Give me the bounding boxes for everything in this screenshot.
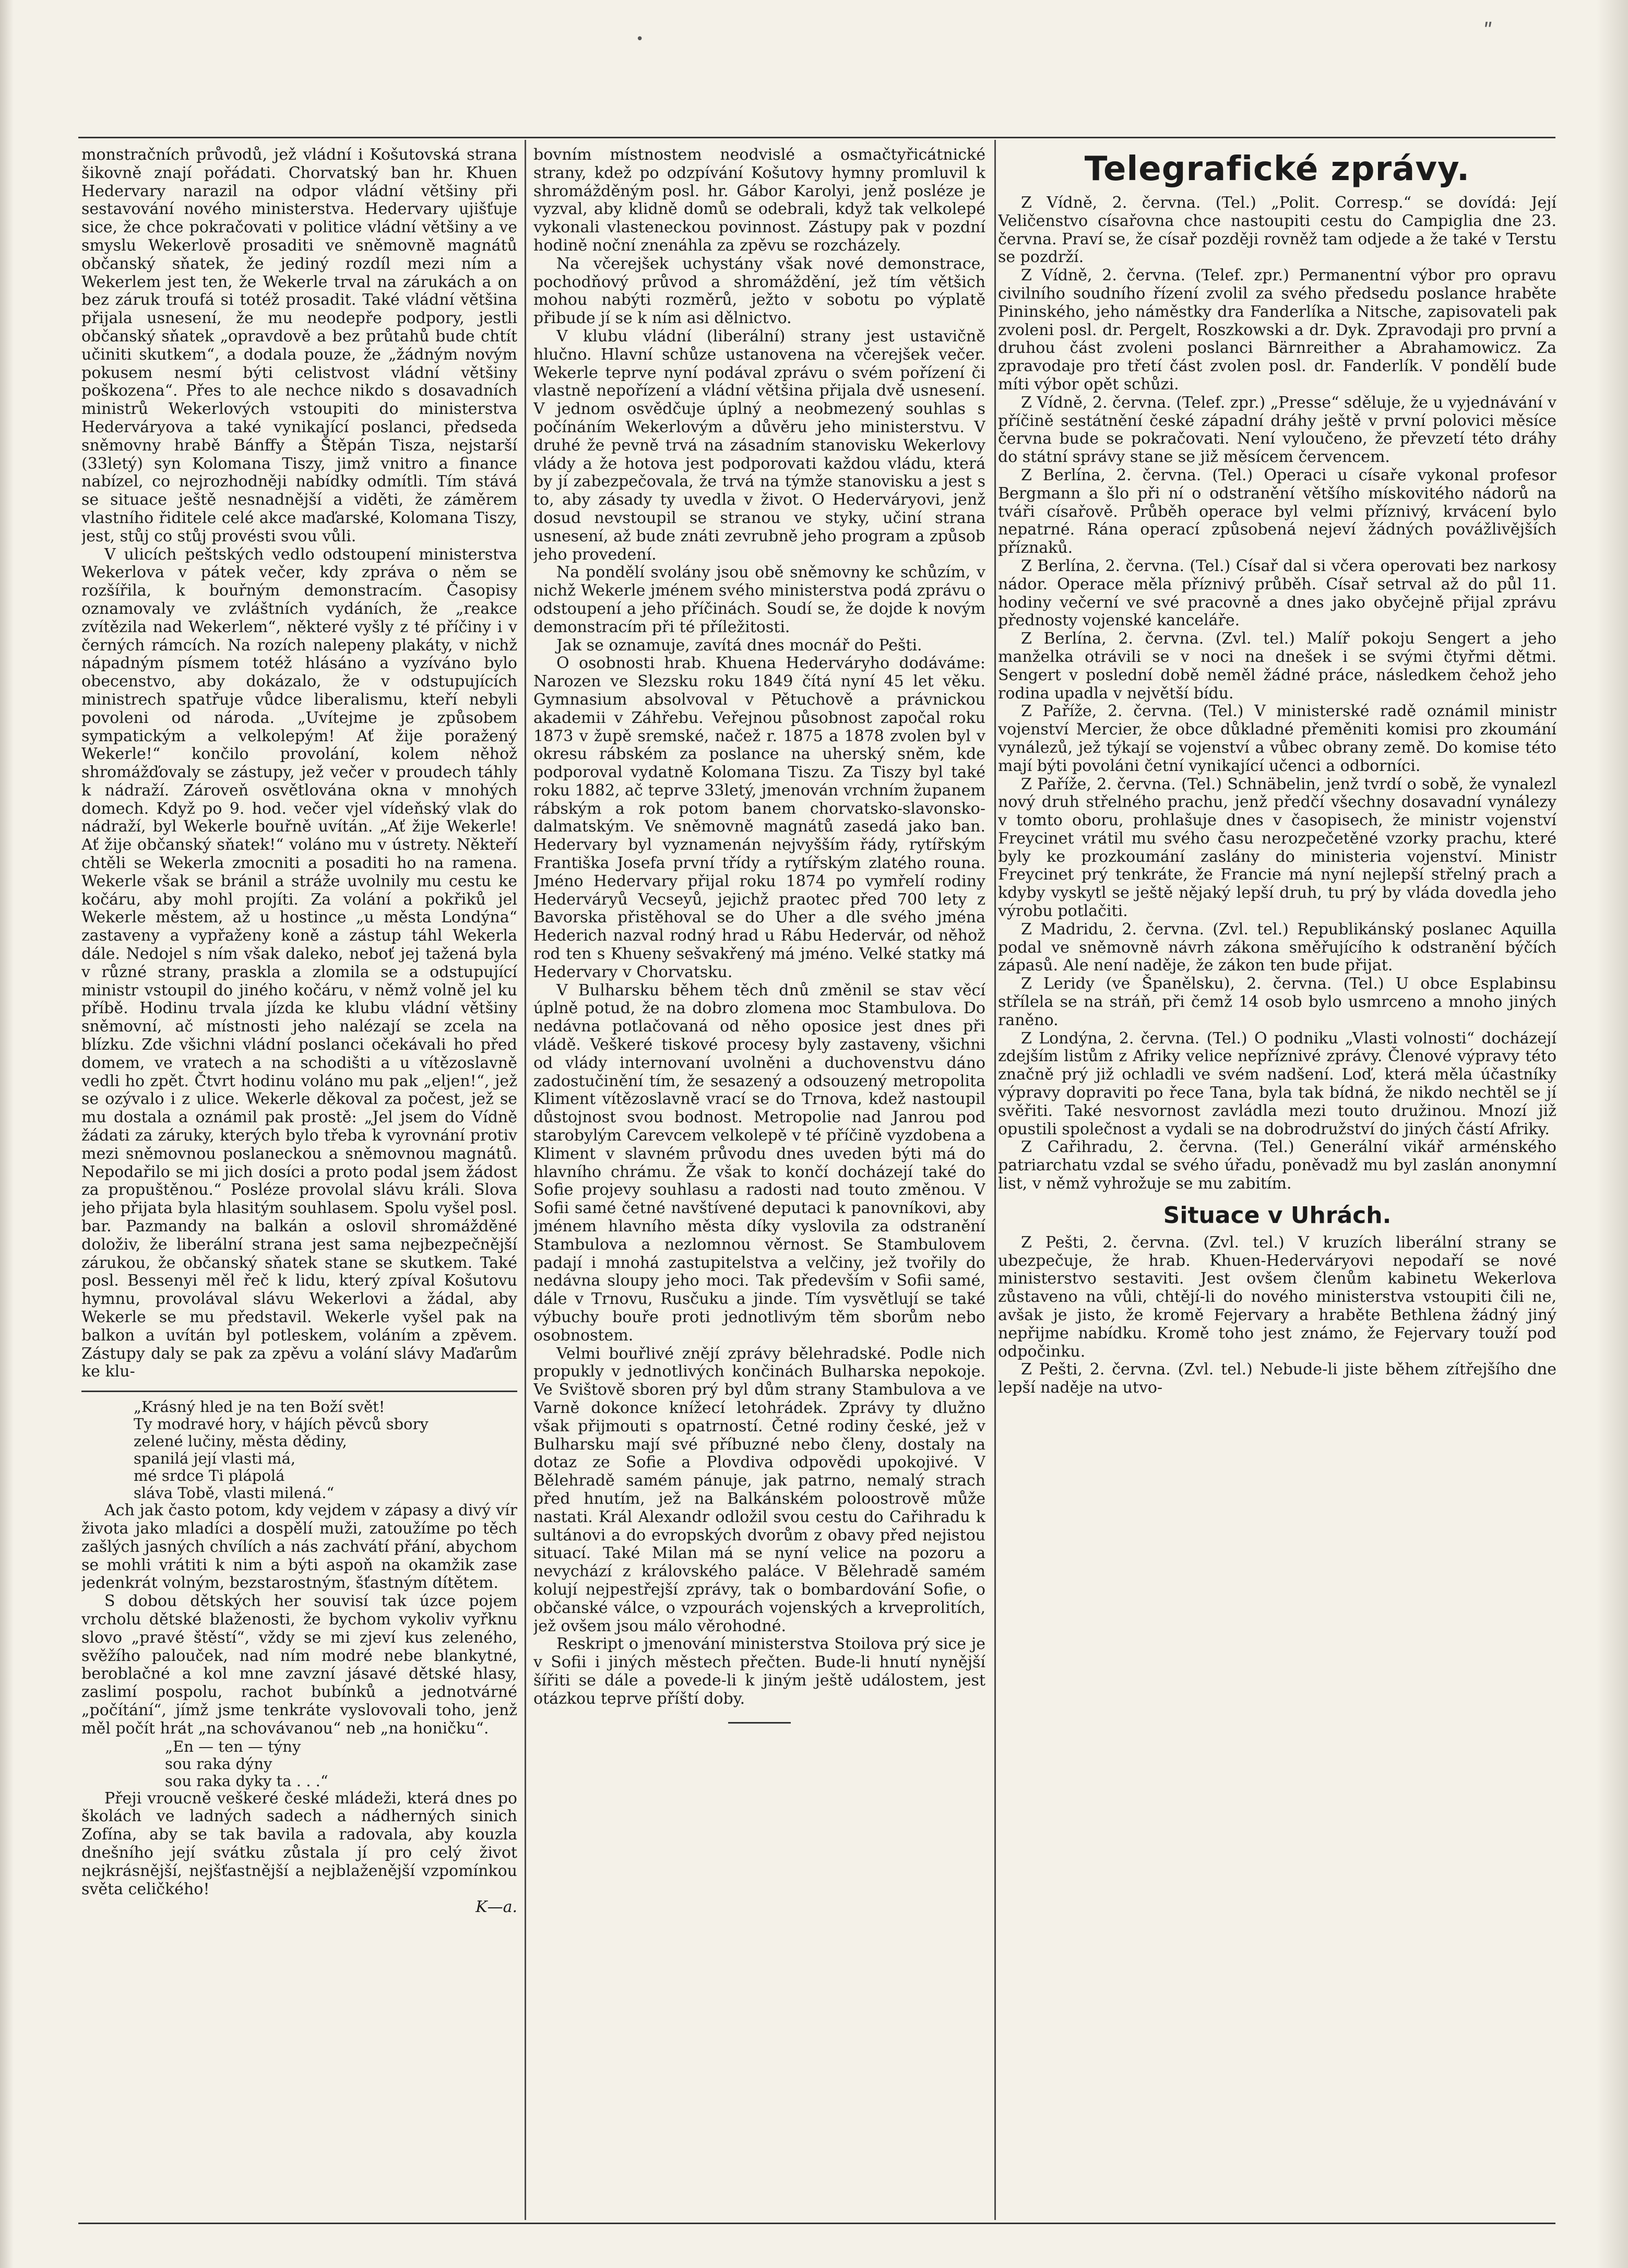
column-divider xyxy=(525,140,526,2220)
poem-line: spanilá její vlasti má, xyxy=(134,1450,296,1468)
closing-paragraph: Přeji vroucně veškeré české mládeži, která dnes po školách ve ladných sadech a nádherných sinich Zofína, aby se tak bavila a radovala, aby kouzla dnešního její svátku zůstala jí pro celý život nejkrásnější, nejšťastnější a nejblaženější vzpomínkou světa celičkého! xyxy=(81,1789,517,1898)
page-edge-left xyxy=(0,0,14,2268)
chant xyxy=(81,1738,517,1790)
telegram-item: Z Paříže, 2. června. (Tel.) Schnäbelin, jenž tvrdí o sobě, že vynalezl nový druh střelného prachu, jenž předčí všechny dosavadní vynálezy v tomto oboru, prohlašuje dnes v časopisech, že ministr vojenství Freycinet vrátil mu svého času nerozpečetěné vzorky prachu, které byly ke prozkoumání zaslány do ministeria vojenství. Ministr Freycinet prý tenkráte, že Francie má nyní nejlepší střelný prach a kdyby vyskytl se ještě nějaký lepší druh, tu prý by vláda dovedla jeho výrobu potlačiti. xyxy=(998,775,1556,921)
feuilleton-paragraph: S dobou dětských her souvisí tak úzce pojem vrcholu dětské blaženosti, že bychom vykoliv vyřknu slovo „pravé štěstí“, vždy se mi zjeví kus zeleného, svěžího palouček, nad ním modré nebe blankytné, beroblačné a kol mne zavzní jásavé dětské hlasy, zaslimí pospolu, rachot bubínků a jednotvárné „počítání“, jímž jsme tenkráte vyslovovali toho, jenž měl počít hrát „na schovávanou“ neb „na honičku“. xyxy=(81,1592,517,1738)
poem-line: Ty modravé hory, v hájích pěvců sbory xyxy=(134,1415,429,1433)
article-paragraph: Na pondělí svolány jsou obě sněmovny ke schůzím, v nichž Wekerle jménem svého ministerstva podá zprávu o odstoupení a jeho příčinách. Soudí se, že dojde k novým demonstracím při té příležitosti. xyxy=(533,563,985,636)
telegram-item: Z Londýna, 2. června. (Tel.) O podniku „Vlasti volnosti“ docházejí zdejším listům z Afriky velice nepříznivé zprávy. Členové výpravy této značně prý již ochladli ve svém nadšení. Loď, která měla účastníky výpravy dopraviti po řece Tana, byla tak bídná, že nikdo nechtěl se jí svěřiti. Také nesvornost zavládla mezi touto družinou. Mnozí již opustili společnost a vydali se na dobrodružství do jiných částí Afriky. xyxy=(998,1029,1556,1138)
telegram-item: Z Vídně, 2. června. (Tel.) „Polit. Corresp.“ se dovídá: Její Veličenstvo císařovna chce nastoupiti cestu do Campiglia dne 23. června. Praví se, že císař později rovněž tam odjede a že také v Terstu se pozdrží. xyxy=(998,194,1556,267)
telegram-item: Z Paříže, 2. června. (Tel.) V ministerské radě oznámil ministr vojenství Mercier, že obce důkladné přeměniti komisi pro zkoumání vynálezů, jež týkají se vojenství a vůbec obrany země. Do komise této mají býti povoláni četní vynikající učenci a odborníci. xyxy=(998,702,1556,775)
feuilleton-paragraph: Ach jak často potom, kdy vejdem v zápasy a divý vír života jako mladíci a dospělí muži, zatoužíme po těch zašlých jasných chvílích a nás zachvátí přání, abychom se mohli vrátiti k nim a býti aspoň na okamžik zase jedenkrát volným, bezstarostným, šťastným dítětem. xyxy=(81,1501,517,1593)
chant-line: sou raka dyky ta . . .“ xyxy=(165,1772,328,1790)
telegram-item: Z Leridy (ve Španělsku), 2. června. (Tel.) U obce Esplabinsu střílela se na stráň, při čemž 14 osob bylo usmrceno a mnoho jiných raněno. xyxy=(998,975,1556,1029)
article-paragraph: V klubu vládní (liberální) strany jest ustavičně hlučno. Hlavní schůze ustanovena na včerejšek večer. Wekerle teprve nyní podával zprávu o svém pořízení či vlastně nepořízení a vládní většina přijala dvě usnesení. V jednom osvědčuje úplný a neobmezený souhlas s počínáním Wekerlovým a důvěru jeho ministerstvu. V druhé že pevně trvá na zásadním stanovisku Wekerlovy vlády a že hotova jest podporovati každou vládu, která by jí zabezpečovala, že trvá na týmže stanovisku a jest s to, aby zásady ty uvedla v život. O Hederváryovi, jenž dosud nevstoupil se stranou ve styky, učiní strana usnesení, až bude znáti zevrubně jeho program a způsob jeho provedení. xyxy=(533,327,985,564)
top-rule xyxy=(78,137,1555,138)
telegram-item: Z Berlína, 2. června. (Tel.) Císař dal si včera operovati bez narkosy nádor. Operace měla příznivý průběh. Císař setrval až do půl 11. hodiny večerní ve své pracovně a dnes jako obyčejně přijal zprávu přednosty vojenské kanceláře. xyxy=(998,556,1556,630)
article-paragraph: O osobnosti hrab. Khuena Hederváryho dodáváme: Narozen ve Slezsku roku 1849 čítá nyní 45 let věku. Gymnasium absolvoval v Pětuchově a právnickou akademii v Záhřebu. Veřejnou působnost započal roku 1873 v župě sremské, načež r. 1875 a 1878 zvolen byl v okresu rábském za poslance na uherský sněm, kde podporoval vydatně Kolomana Tiszu. Za Tiszy byl také roku 1882, ač teprve 33letý, jmenován vrchním županem rábským a rok potom banem chorvatsko-slavonsko-dalmatským. Ve sněmovně magnátů zasedá jako ban. Hedervary byl vyznamenán nejvyšším řády, rytířským Františka Josefa první třídy a rytířským zlatého rouna. Jméno Hedervary přijal roku 1874 po vymřelí rodiny Hederváryů Vecseyů, jejichž praotec před 700 lety z Bavorska přistěhoval se do Uher a dle svého jména Hederich nazval rodný hrad u Rábu Hedervár, od něhož rod ten s Khueny sešvakřený má jméno. Velké statky má Hedervary v Chorvatsku. xyxy=(533,654,985,981)
telegram-item: Z Pešti, 2. června. (Zvl. tel.) Nebude-li jiste během zítřejšího dne lepší naděje na utvo- xyxy=(998,1360,1556,1397)
margin-mark: ʺ xyxy=(1483,20,1493,44)
article-paragraph: Velmi bouřlivé znějí zprávy bělehradské. Podle nich propukly v jednotlivých končinách Bulharska nepokoje. Ve Svištově sboren prý byl dům strany Stambulova a ve Varně dokonce knížecí letohrádek. Zprávy ty dlužno však přijmouti s opatrností. Četné rodiny české, jež v Bulharsku mají své příbuzné nebo členy, dostaly na dotaz ze Sofie a Plovdiva odpovědi upokojivé. V Bělehradě samém pánuje, jak patrno, nemalý strach před hnutím, jež na Balkánském poloostrově může nastati. Král Alexandr odložil svou cestu do Cařihradu k sultánovi a do evropských dvorům z obavy před nejistou situací. Také Milan má se nyní velice na pozoru a nevychází z královského paláce. V Bělehradě samém kolují nejpestřejší zprávy, tak o bombardování Sofie, o občanské válce, o vzpourách vojenských a krveprolitích, jež ovšem jsou málo věrohodné. xyxy=(533,1344,985,1635)
column-3 xyxy=(998,146,1556,2213)
poem-line: sláva Tobě, vlasti milená.“ xyxy=(134,1484,335,1502)
poem-line: mé srdce Ti plápolá xyxy=(134,1467,285,1485)
telegram-item: Z Berlína, 2. června. (Zvl. tel.) Malíř pokoju Sengert a jeho manželka otrávili se v noci na dnešek i se svými čtyřmi dětmi. Sengert v poslední době neměl žádné práce, následkem čehož jeho rodina upadla v největší bídu. xyxy=(998,630,1556,703)
telegram-item: Z Madridu, 2. června. (Zvl. tel.) Republikánský poslanec Aquilla podal ve sněmovně návrh zákona směřujícího k odstranění býčích zápasů. Ale není naděje, že zákon ten bude přijat. xyxy=(998,920,1556,975)
chant-line: sou raka dýny xyxy=(165,1754,272,1773)
article-paragraph: Na včerejšek uchystány však nové demonstrace, pochodňový průvod a shromáždění, jež tím většich mohou nabýti rozměrů, ježto v sobotu po výplatě přibude jí se k ním asi dělnictvo. xyxy=(533,254,985,328)
telegram-item: Z Pešti, 2. června. (Zvl. tel.) V kruzích liberální strany se ubezpečuje, že hrab. Khuen-Hederváryovi nepodaří se nové ministerstvo sestaviti. Jest ovšem členům kabinetu Wekerlova zůstaveno na vůli, chtějí-li do nového ministerstva vstoupiti čili ne, avšak je jisto, že kromě Fejervary a hraběte Bethlena žádný jiný nepřijme nabídku. Kromě toho jest známo, že Fejervary touží pod odpočinku. xyxy=(998,1233,1556,1361)
section-rule xyxy=(81,1391,517,1392)
article-paragraph: V Bulharsku během těch dnů změnil se stav věcí úplně potud, že na dobro zlomena moc Stambulova. Do nedávna potlačovaná od něho oposice jest dnes při vládě. Veškeré tiskové procesy byly zastaveny, všichni od vlády internovaní uvolněni a duchovenstvu dáno zadostučinění tím, že sesazený a odsouzený metropolita Kliment vítězoslavně vrací se do Trnova, kdež nastoupil důstojnost svou bodnost. Metropolie nad Janrou pod starobylým Carevcem velkolepě v té příčině vyzdobena a Kliment v slavném průvodu dnes uveden býti má do hlavního chrámu. Že však to končí docházejí také do Sofie projevy souhlasu a radosti nad touto změnou. V Sofii samé četné navštívené deputaci k panovníkovi, aby jménem hlavního města díky vyslovila za odstranění Stambulova a nezlomnou věrnost. Se Stambulovem padají i mnohá zastupitelstva a velčiny, jež tvořily do nedávna sloupy jeho moci. Tak především v Sofii samé, dále v Trnovu, Rusčuku a jinde. Tím vysvětlují se také výbuchy bouře proti jednotlivým těm sborům nebo osobnostem. xyxy=(533,981,985,1345)
poem-line: „Krásný hled je na ten Boží svět! xyxy=(134,1398,385,1416)
column-divider xyxy=(994,140,996,2220)
telegram-item: Z Vídně, 2. června. (Telef. zpr.) Permanentní výbor pro opravu civilního soudního řízení zvolil za svého předsedu poslance hraběte Pininského, jeho náměstky dra Fanderlíka a Nitsche, zapisovateli pak zvoleni posl. dr. Pergelt, Roszkowski a dr. Dyk. Zpravodaji pro první a druhou část zvoleni poslanci Bärnreither a Abrahamowicz. Za zpravodaje pro třetí část zvolen posl. dr. Fanderlík. V pondělí bude míti výbor opět schůzi. xyxy=(998,266,1556,394)
article-paragraph: V ulicích peštských vedlo odstoupení ministerstva Wekerlova v pátek večer, kdy zpráva o něm se rozšířila, k bouřným demonstracím. Časopisy oznamovaly ve zvláštních vydáních, že „reakce zvítězila nad Wekerlem“, některé vyšly z té příčiny i v černých rámcích. Na rozích nalepeny plakáty, v nichž nápadným písmem totéž hlásáno a vyzíváno bylo obecenstvo, aby dokázalo, že v odstupujících ministrech spatřuje vůdce liberalismu, kteří nebyli povoleni od národa. „Uvítejme je způsobem sympatickým a velkolepým! Ať žije poražený Wekerle!“ končilo provolání, kolem něhož shromážďovaly se zástupy, jež večer v proudech táhly k nádraží. Zároveň osvětlována okna v mnohých domech. Když po 9. hod. večer vjel vídeňský vlak do nádraží, byl Wekerle bouřně uvítán. „Ať žije Wekerle! Ať žije občanský sňatek!“ voláno mu v ústrety. Někteří chtěli se Wekerla zmocniti a posaditi ho na ramena. Wekerle však se bránil a stráže uvolnily mu cestu ke kočáru, aby mohl projíti. Za volání a pokřiků jel Wekerle městem, až u hostince „u města Londýna“ zastaveny a vypřaženy koně a zástup táhl Wekerla dále. Nedojel s ním však daleko, neboť jej tažená byla v různé strany, praskla a zlomila se a odstupující ministr vstoupil do jiného kočáru, v němž volně jel ku příbě. Hodinu trvala jízda ke klubu vládní většiny sněmovní, ač místnosti jeho nalézají se zcela na blízku. Zde všichni vládní poslanci očekávali ho před domem, ve vratech a na schodišti a u vítězoslavně vedli ho zpět. Čtvrt hodinu voláno mu pak „eljen!“, jež se ozývalo i z ulice. Wekerle děkoval za počest, jež se mu dostala a oznámil pak prostě: „Jel jsem do Vídně žádati za záruky, kterých bylo třeba k vyrovnání protiv mezi sněmovnou poslaneckou a sněmovnou magnátů. Nepodařilo se mi jich dosíci a proto podal jsem žádost za propuštěnou.“ Posléze provolal slávu králi. Slova jeho přijata byla hlasitým souhlasem. Spolu vyšel posl. bar. Pazmandy na balkán a oslovil shromážděné doloživ, že liberální strana jest sama nejbezpečnější zárukou, že občanský sňatek stane se skutkem. Také posl. Bessenyi měl řeč k lidu, který zpíval Košutovu hymnu, provolával slávu Wekerlovi a žádal, aby Wekerle se mu představil. Wekerle vyšel pak na balkon a uvítán byl potleskem, voláním a zpěvem. Zástupy daly se pak za zpěvu a volání slávy Maďarům ke klu- xyxy=(81,545,517,1381)
page-edge-right xyxy=(1597,0,1628,2268)
margin-mark: • xyxy=(636,31,644,47)
column-1 xyxy=(81,146,517,2213)
poem-line: zelené lučiny, města dědiny, xyxy=(134,1432,347,1451)
poem xyxy=(81,1398,517,1502)
column-2 xyxy=(533,146,985,2213)
section-headline: Telegrafické zprávy. xyxy=(1084,150,1470,188)
chant-line: „En — ten — týny xyxy=(165,1737,301,1755)
bottom-rule xyxy=(78,2223,1555,2224)
author-signature: K—a. xyxy=(476,1898,517,1917)
end-rule xyxy=(728,1722,791,1724)
section-subheading: Situace v Uhrách. xyxy=(1163,1202,1392,1229)
telegram-item: Z Berlína, 2. června. (Tel.) Operaci u císaře vykonal profesor Bergmann a šlo při ní o odstranění většího mískovitého nádorů na tváři císařově. Průběh operace byl velmi příznivý, krvácení bylo nepatrné. Rána operací způsobená nejeví žádných povážlivějších příznaků. xyxy=(998,466,1556,557)
article-paragraph: monstračních průvodů, jež vládní i Košutovská strana šikovně znají pořádati. Chorvatský ban hr. Khuen Hedervary narazil na odpor vládní většiny při sestavování nového ministerstva. Hedervary ujišťuje sice, že chce pokračovati v politice vládní většiny a ve smyslu Wekerlově prosaditi ve sněmovně magnátů občanský sňatek, že jediný rozdíl mezi ním a Wekerlem jest ten, že Wekerle trval na zárukách a on bez záruk troufá si totéž prosadit. Také vládní většina přijala usnesení, že mu neodepře podpory, jestli občanský sňatek „opravdově a bez průtahů bude chtít učiniti skutkem“, a dodala pouze, že „žádným novým pokusem nesmí býti celistvost vládní většiny poškozena“. Přes to ale nechce nikdo s dosavadních ministrů Wekerlových vstoupiti do ministerstva Hederváryova a také vynikající poslanci, předseda sněmovny hrabě Bánffy a Štěpán Tisza, nejstarší (33letý) syn Kolomana Tiszy, jimž vnitro a finance nabízel, co nejrozhodněji nabídky odmítli. Tím stává se situace ještě nesnadnější a viděti, že záměrem vlastního řiditele celé akce maďarské, Kolomana Tiszy, jest, stůj co stůj provésti svou vůli. xyxy=(81,146,517,545)
telegram-item: Z Vídně, 2. června. (Telef. zpr.) „Presse“ sděluje, že u vyjednávání v příčině sestátnění české západní dráhy ještě v první polovici měsíce června bude se pokračovati. Není vyloučeno, že převzetí této dráhy do státní správy stane se již měsícem červencem. xyxy=(998,393,1556,467)
article-paragraph: Jak se oznamuje, zavítá dnes mocnář do Pešti. xyxy=(556,636,922,655)
article-paragraph: bovním místnostem neodvislé a osmačtyřicátnické strany, kdež po odzpívání Košutovy hymny promluvil k shromážděným posl. hr. Gábor Karolyi, jenž posléze je vyzval, aby klidně domů se odebrali, když tak velkolepé vykonali vlasteneckou povinnost. Zástupy pak v pozdní hodině noční znenáhla za zpěvu se rozcházely. xyxy=(533,146,985,255)
article-paragraph: Reskript o jmenování ministerstva Stoilova prý sice je v Sofii i jiných městech přečten. Bude-li hnutí nynější šířiti se dále a povede-li k jiným ještě událostem, jest otázkou teprve příští doby. xyxy=(533,1635,985,1708)
telegram-item: Z Cařihradu, 2. června. (Tel.) Generální vikář arménského patriarchatu vzdal se svého úřadu, poněvadž mu byl zaslán anonymní list, v němž vyhrožuje se mu zabitím. xyxy=(998,1138,1556,1193)
